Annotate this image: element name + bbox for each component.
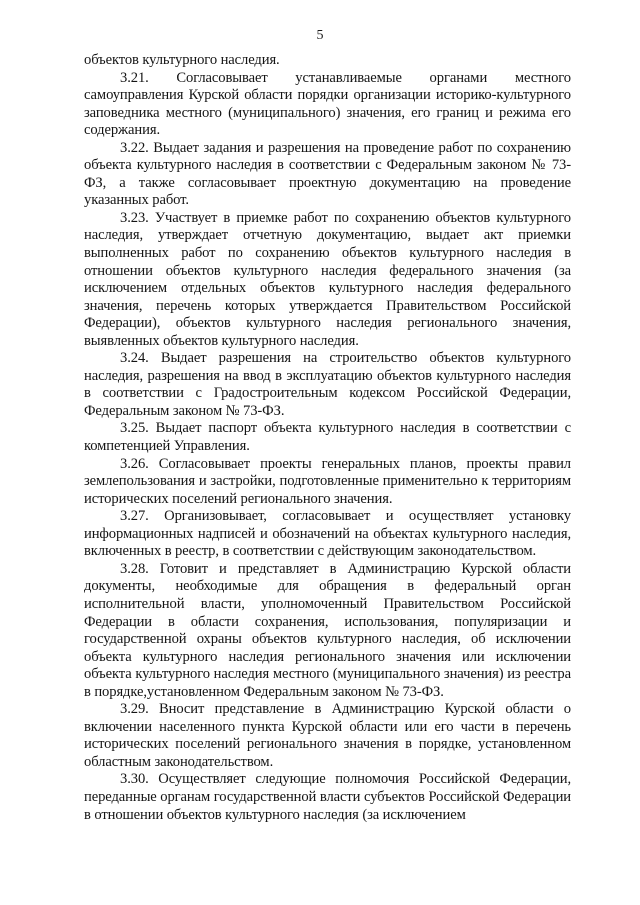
paragraph-3-26: 3.26. Согласовывает проекты генеральных планов, проекты правил землепользования и застройки, подготовленные применительно к территориям исторических поселений регионального значения.: [84, 455, 571, 507]
paragraph-3-22: 3.22. Выдает задания и разрешения на проведение работ по сохранению объекта культурного наследия в соответствии с Федеральным законом № 73-ФЗ, а также согласовывает проектную документацию на проведение указанных работ.: [84, 139, 571, 209]
paragraph-3-24: 3.24. Выдает разрешения на строительство объектов культурного наследия, разрешения на ввод в эксплуатацию объектов культурного наследия в соответствии с Градостроительным кодексом Российской Федерации, Федеральным законом № 73-ФЗ.: [84, 350, 571, 419]
paragraph-continuation: объектов культурного наследия.: [84, 52, 280, 68]
paragraph-3-28: 3.28. Готовит и представляет в Администрацию Курской области документы, необходимые для обращения в федеральный орган исполнительной власти, уполномоченный Правительством Российской Федерации в области сохранения, использования, популяризации и государственной охраны объектов культурного наследия, об исключении объекта культурного наследия регионального значения или исключении объекта культурного наследия местного (муниципального значения) из реестра в порядке,установленном Федеральным законом № 73-ФЗ.: [84, 560, 571, 700]
document-body: [84, 52, 571, 824]
paragraph-3-21: 3.21. Согласовывает устанавливаемые органами местного самоуправления Курской области порядки организации историко-культурного заповедника местного (муниципального) значения, его границ и режима его содержания.: [84, 69, 571, 139]
paragraph-3-27: 3.27. Организовывает, согласовывает и осуществляет установку информационных надписей и обозначений на объектах культурного наследия, включенных в реестр, в соответствии с действующим законодательством.: [84, 508, 571, 560]
paragraph-3-23: 3.23. Участвует в приемке работ по сохранению объектов культурного наследия, утверждает отчетную документацию, выдает акт приемки выполненных работ по сохранению объектов культурного наследия в отношении объектов культурного наследия федерального значения (за исключением отдельных объектов культурного наследия федерального значения, перечень которых утверждается Правительством Российской Федерации), объектов культурного наследия регионального значения, выявленных объектов культурного наследия.: [84, 209, 571, 349]
page-number: 5: [316, 28, 324, 43]
paragraph-3-25: 3.25. Выдает паспорт объекта культурного наследия в соответствии с компетенцией Управления.: [84, 420, 571, 455]
paragraph-3-30: 3.30. Осуществляет следующие полномочия Российской Федерации, переданные органам государственной власти субъектов Российской Федерации в отношении объектов культурного наследия (за исключением: [84, 771, 571, 823]
paragraph-3-29: 3.29. Вносит представление в Администрацию Курской области о включении населенного пункта Курской области или его части в перечень исторических поселений регионального значения в порядке, установленном областным законодательством.: [84, 701, 571, 770]
